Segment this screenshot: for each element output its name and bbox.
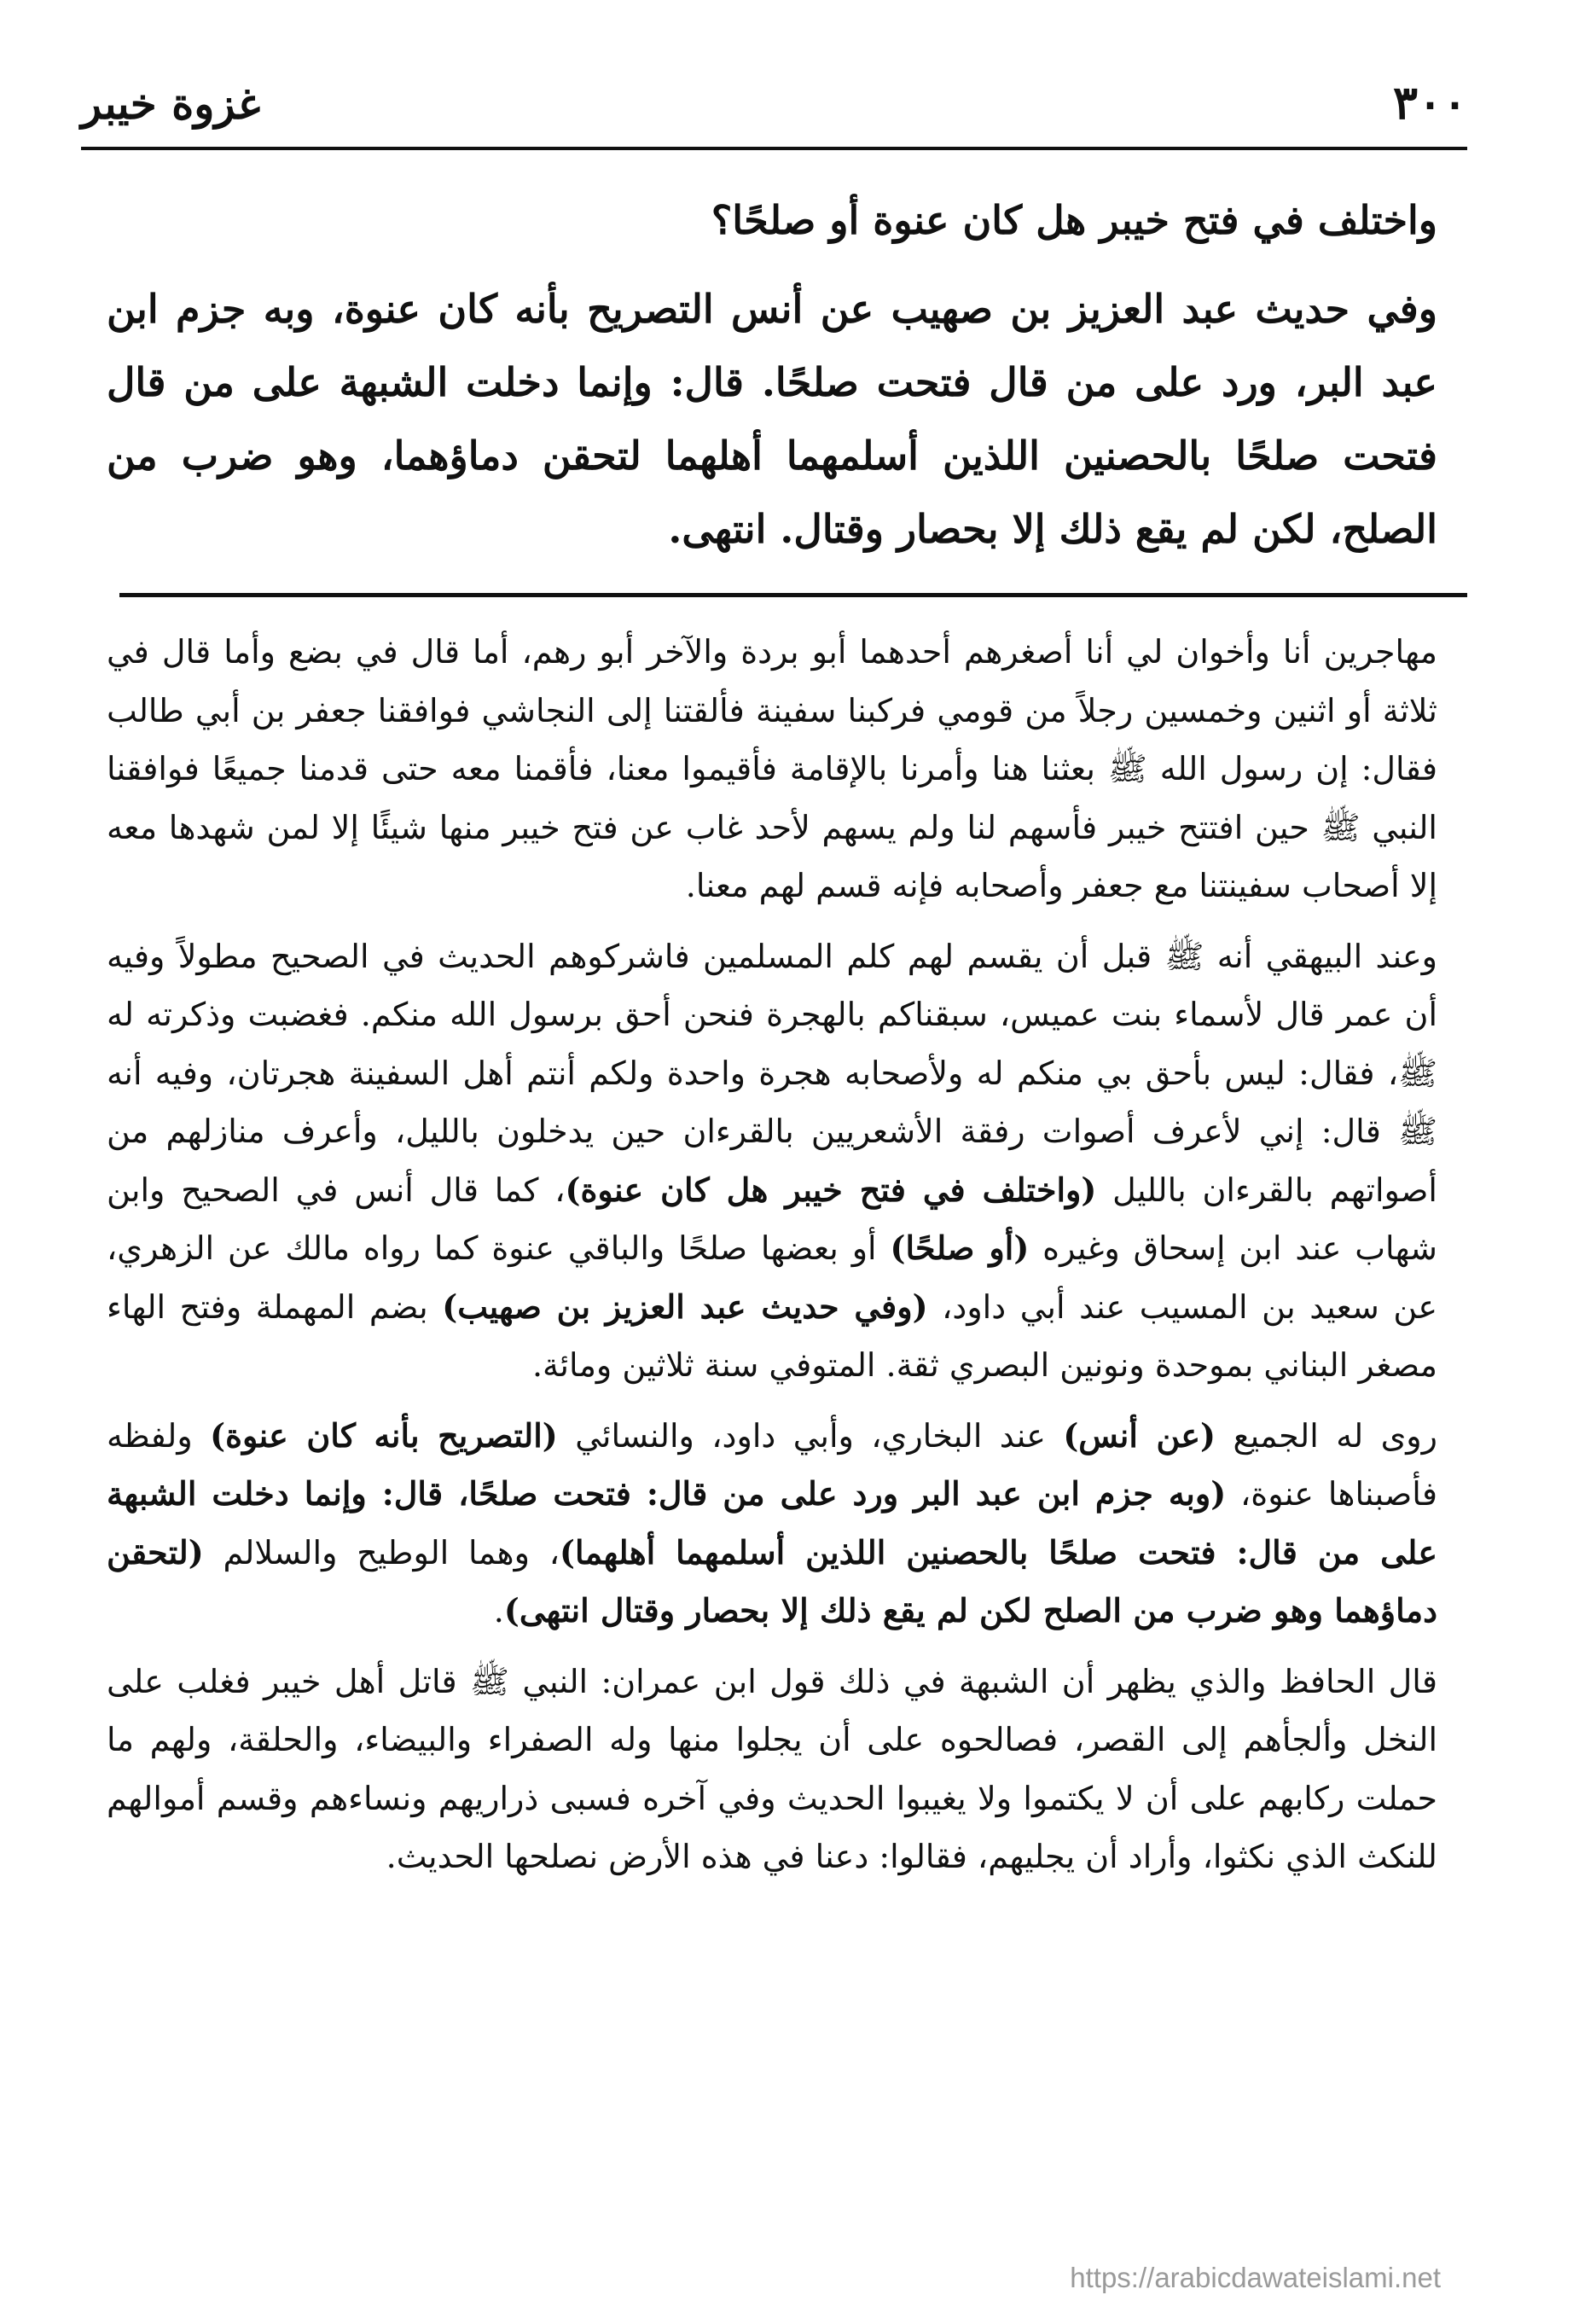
- commentary-paragraph: روى له الجميع (عن أنس) عند البخاري، وأبي داود، والنسائي (التصريح بأنه كان عنوة) ولفظه فأصبناها عنوة، (وبه جزم ابن عبد البر ورد على من قال: فتحت صلحًا، قال: وإنما دخلت الشبهة على من قال: فتحت صلحًا بالحصنين اللذين أسلمهما أهلهما)، وهما الوطيح والسلالم (لتحقن دماؤهما وهو ضرب من الصلح لكن لم يقع ذلك إلا بحصار وقتال انتهى).: [107, 1415, 1438, 1630]
- quoted-main-text: (أو صلحًا): [890, 1229, 1030, 1267]
- quoted-main-text: (التصريح بأنه كان عنوة): [210, 1415, 558, 1455]
- commentary: [107, 623, 1437, 1898]
- quoted-main-text: (وبه جزم ابن عبد البر ورد على من قال: فتحت صلحًا، قال: وإنما دخلت الشبهة على من قال: فتحت صلحًا بالحصنين اللذين أسلمهما أهلهما): [107, 1474, 1437, 1572]
- commentary-paragraph: مهاجرين أنا وأخوان لي أنا أصغرهم أحدهما أبو بردة والآخر أبو رهم، أما قال في بضع وأما قال في ثلاثة أو اثنين وخمسين رجلاً من قومي فركبنا سفينة فألقتنا إلى النجاشي فوافقنا جعفر بن أبي طالب فقال: إن رسول الله ﷺ بعثنا هنا وأمرنا بالإقامة فأقيموا معنا، فأقمنا معه حتى قدمنا جميعًا فوافقنا النبي ﷺ حين افتتح خيبر فأسهم لنا ولم يسهم لأحد غاب عن فتح خيبر منها شيئًا إلا لمن شهدها معه إلا أصحاب سفينتنا مع جعفر وأصحابه فإنه قسم لهم معنا.: [107, 633, 1437, 904]
- quoted-main-text: (واختلف في فتح خيبر هل كان عنوة): [565, 1170, 1097, 1209]
- quoted-main-text: (لتحقن دماؤهما وهو ضرب من الصلح لكن لم يقع ذلك إلا بحصار وقتال انتهى): [107, 1532, 1437, 1630]
- header-rule: [81, 147, 1467, 150]
- quoted-main-text: (عن أنس): [1063, 1415, 1216, 1455]
- commentary-paragraph: وعند البيهقي أنه ﷺ قبل أن يقسم لهم كلم المسلمين فاشركوهم الحديث في الصحيح مطولاً وفيه أن عمر قال لأسماء بنت عميس، سبقناكم بالهجرة فنحن أحق برسول الله منكم. فغضبت وذكرته له ﷺ، فقال: ليس بأحق بي منكم له ولأصحابه هجرة واحدة ولكم أنتم أهل السفينة هجرتان، وفيه أنه ﷺ قال: إني لأعرف أصوات رفقة الأشعريين بالقرءان حين يدخلون بالليل، وأعرف منازلهم من أصواتهم بالقرءان بالليل (واختلف في فتح خيبر هل كان عنوة)، كما قال أنس في الصحيح وابن شهاب عند ابن إسحاق وغيره (أو صلحًا) أو بعضها صلحًا والباقي عنوة كما رواه مالك عن الزهري، عن سعيد بن المسيب عند أبي داود، (وفي حديث عبد العزيز بن صهيب) بضم المهملة وفتح الهاء مصغر البناني بموحدة ونونين البصري ثقة. المتوفي سنة ثلاثين ومائة.: [107, 937, 1437, 1384]
- main-text-paragraph: واختلف في فتح خيبر هل كان عنوة أو صلحًا؟: [711, 197, 1437, 243]
- main-text: [107, 183, 1437, 581]
- page-header: [81, 75, 1467, 135]
- section-divider: [119, 593, 1467, 597]
- main-text-paragraph: وفي حديث عبد العزيز بن صهيب عن أنس التصريح بأنه كان عنوة، وبه جزم ابن عبد البر، ورد على من قال فتحت صلحًا. قال: وإنما دخلت الشبهة على من قال فتحت صلحًا بالحصنين اللذين أسلمهما أهلهما لتحقن دماؤهما، وهو ضرب من الصلح، لكن لم يقع ذلك إلا بحصار وقتال. انتهى.: [107, 286, 1437, 552]
- running-title: غزوة خيبر: [81, 78, 261, 129]
- page-number: ٣٠٠: [1392, 75, 1467, 130]
- quoted-main-text: (وفي حديث عبد العزيز بن صهيب): [442, 1287, 928, 1326]
- watermark-url: https://arabicdawateislami.net: [1070, 2262, 1441, 2293]
- commentary-paragraph: قال الحافظ والذي يظهر أن الشبهة في ذلك قول ابن عمران: النبي ﷺ قاتل أهل خيبر فغلب على النخل وألجأهم إلى القصر، فصالحوه على أن يجلوا منها وله الصفراء والبيضاء، والحلقة، ولهم ما حملت ركابهم على أن لا يكتموا ولا يغيبوا الحديث وفي آخره فسبى ذراريهم ونساءهم وقسم أموالهم للنكث الذي نكثوا، وأراد أن يجليهم، فقالوا: دعنا في هذه الأرض نصلحها الحديث.: [107, 1662, 1437, 1875]
